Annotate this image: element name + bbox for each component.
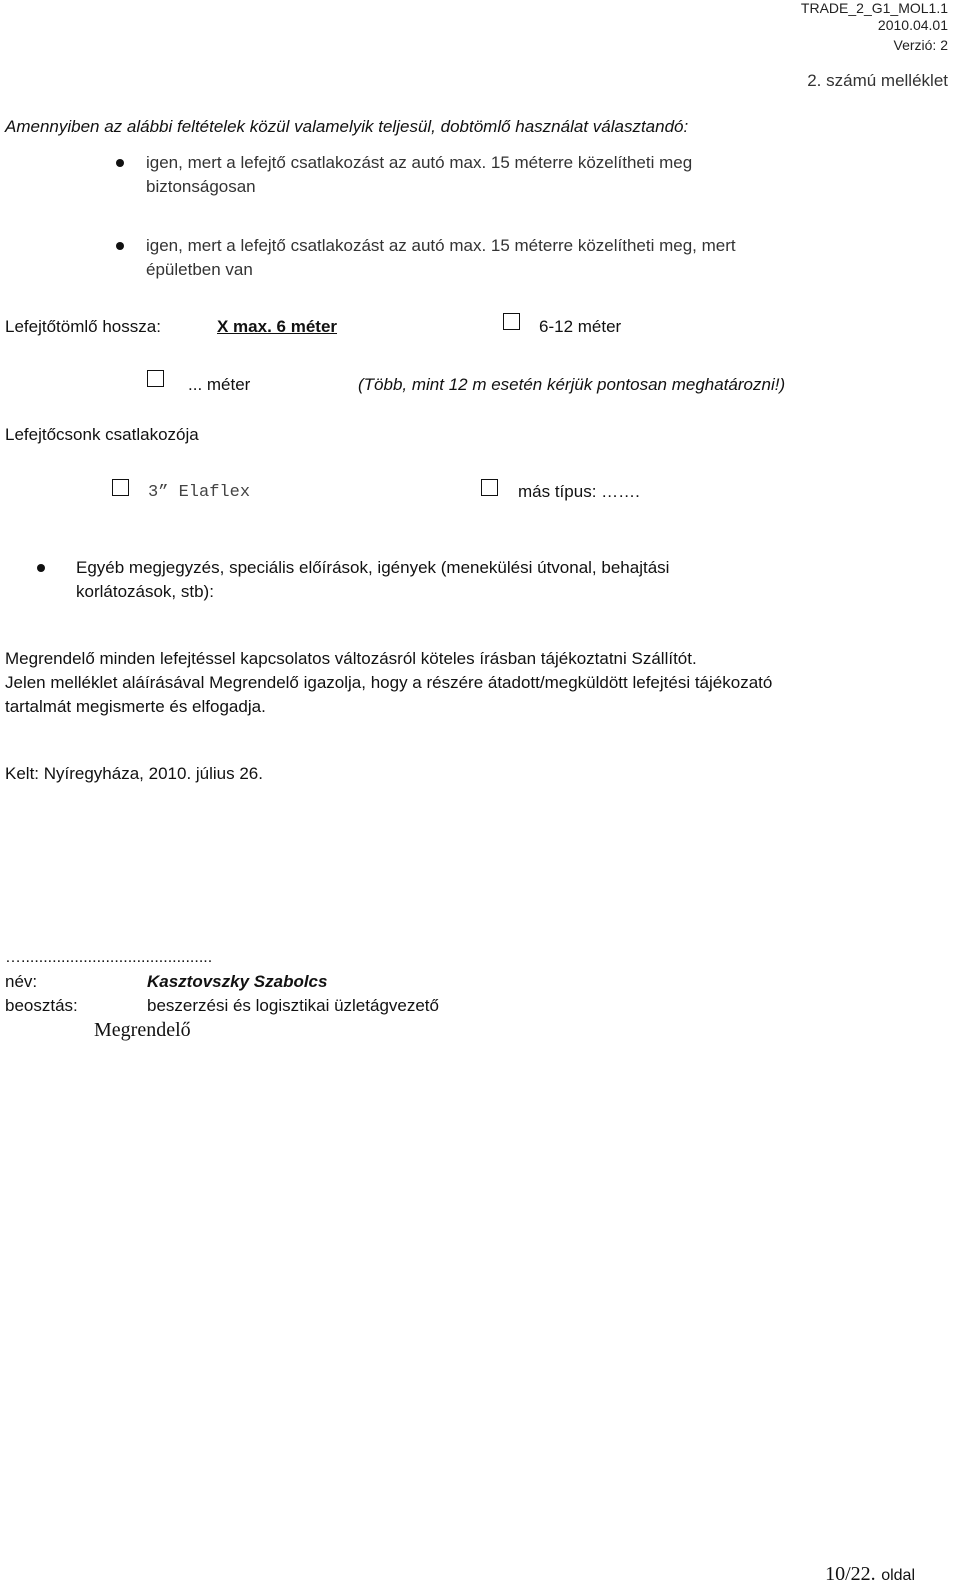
- bullet-icon: [37, 564, 45, 572]
- declaration-line3: tartalmát megismerte és elfogadja.: [5, 697, 266, 716]
- hose-length-selected[interactable]: X max. 6 méter: [217, 317, 338, 336]
- hose-length-custom-label: ... méter: [188, 375, 251, 394]
- page-number: [825, 1563, 915, 1586]
- place-date: Kelt: Nyíregyháza, 2010. július 26.: [5, 764, 263, 783]
- hose-length-6-12-label: 6-12 méter: [539, 317, 622, 336]
- doc-code: TRADE_2_G1_MOL1.1: [800, 0, 948, 16]
- hose-length-label: Lefejtőtömlő hossza:: [5, 317, 161, 336]
- signature-role: Megrendelő: [94, 1019, 191, 1041]
- bullet-icon: [116, 159, 124, 167]
- notes-line2: korlátozások, stb):: [76, 582, 214, 601]
- doc-date: 2010.04.01: [877, 17, 948, 33]
- connector-other-label: más típus: …….: [518, 482, 640, 501]
- page-number-value: 10/22.: [825, 1563, 876, 1585]
- connector-label: Lefejtőcsonk csatlakozója: [5, 425, 199, 444]
- condition-1-line2: biztonságosan: [146, 177, 256, 196]
- signature-position-value: beszerzési és logisztikai üzletágvezető: [147, 996, 439, 1015]
- checkbox-other-type[interactable]: [481, 479, 498, 496]
- condition-2-line2: épületben van: [146, 260, 253, 279]
- signature-line: …...........................................: [5, 949, 213, 966]
- declaration-line2: Jelen melléklet aláírásával Megrendelő igazolja, hogy a részére átadott/megküldött lefejtési tájékozató: [5, 673, 773, 692]
- signature-name-value: Kasztovszky Szabolcs: [147, 972, 328, 991]
- doc-version: Verzió: 2: [893, 37, 948, 53]
- conditions-intro: Amennyiben az alábbi feltételek közül valamelyik teljesül, dobtömlő használat választandó:: [5, 117, 689, 136]
- signature-name-label: név:: [5, 972, 38, 991]
- signature-position-label: beosztás:: [5, 996, 78, 1015]
- condition-2-line1: igen, mert a lefejtő csatlakozást az autó max. 15 méterre közelítheti meg, mert: [146, 236, 736, 255]
- connector-elaflex-label: 3” Elaflex: [148, 483, 251, 502]
- attachment-label: 2. számú melléklet: [807, 71, 948, 90]
- checkbox-elaflex[interactable]: [112, 479, 129, 496]
- condition-1-line1: igen, mert a lefejtő csatlakozást az autó max. 15 méterre közelítheti meg: [146, 153, 693, 172]
- bullet-icon: [116, 242, 124, 250]
- page-word: oldal: [881, 1567, 915, 1584]
- checkbox-custom-length[interactable]: [147, 370, 164, 387]
- hose-length-note: (Több, mint 12 m esetén kérjük pontosan meghatározni!): [358, 375, 786, 394]
- checkbox-6-12[interactable]: [503, 313, 520, 330]
- declaration-line1: Megrendelő minden lefejtéssel kapcsolatos változásról köteles írásban tájékoztatni Szállítót.: [5, 649, 697, 668]
- notes-line1: Egyéb megjegyzés, speciális előírások, igények (menekülési útvonal, behajtási: [76, 558, 670, 577]
